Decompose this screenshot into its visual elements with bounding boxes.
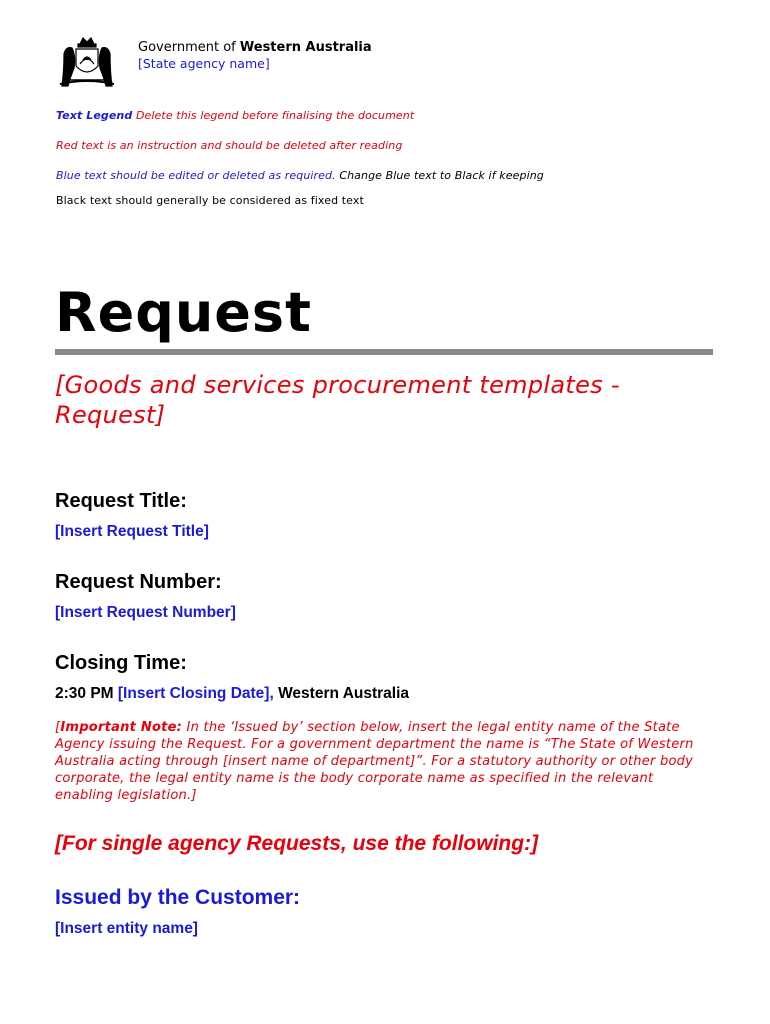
important-note: [Important Note: In the ‘Issued by’ section below, insert the legal entity name of the State Agency issuing the Request. For a government department the name is “The State of Western Australia acting through [insert name of department]”. For a statutory authority or other body corporate, the legal entity name is the body corporate name as specified in the relevant enabling legislation.] [55, 720, 694, 803]
legend-label: Text Legend [56, 109, 133, 122]
issued-by-value: [Insert entity name] [55, 920, 198, 937]
closing-time-heading: Closing Time: [55, 652, 187, 674]
government-name: Government of Western Australia [138, 40, 372, 55]
page-title: Request [55, 281, 312, 344]
legend-blue-line: Blue text should be edited or deleted as required. Change Blue text to Black if keeping [56, 169, 544, 182]
text-legend [56, 109, 414, 122]
state-agency-name: [State agency name] [138, 56, 270, 71]
legend-black-line: Black text should generally be considered as fixed text [56, 194, 364, 207]
legend-red-line: Red text is an instruction and should be deleted after reading [56, 139, 403, 152]
closing-time-value: 2:30 PM [Insert Closing Date], Western Australia [55, 685, 410, 702]
wa-coat-of-arms-icon [56, 34, 118, 90]
legend-instruction: Delete this legend before finalising the document [132, 109, 415, 122]
request-title-value: [Insert Request Title] [55, 523, 209, 540]
title-divider [55, 349, 713, 355]
request-title-heading: Request Title: [55, 490, 187, 512]
page-subtitle: [Goods and services procurement templates - Request] [55, 371, 620, 429]
issued-by-heading: Issued by the Customer: [55, 886, 301, 909]
request-number-value: [Insert Request Number] [55, 604, 236, 621]
single-agency-instruction: [For single agency Requests, use the following:] [55, 832, 539, 855]
request-number-heading: Request Number: [55, 571, 222, 593]
